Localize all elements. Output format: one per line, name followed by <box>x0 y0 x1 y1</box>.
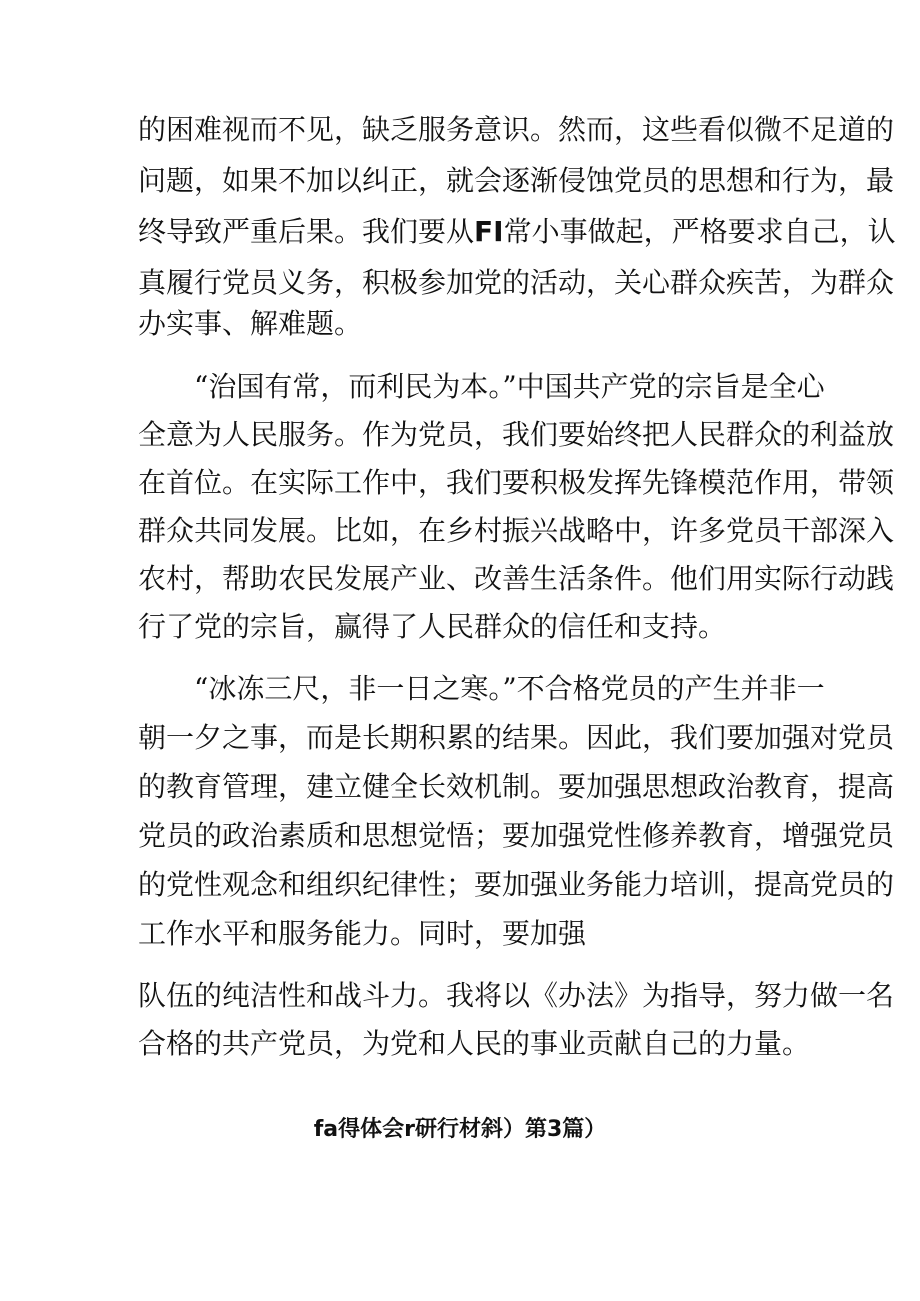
p3-line-2: 朝一夕之事，而是长期积累的结果。因此，我们要加强对党员 <box>138 721 895 754</box>
p1-line-3 <box>138 212 896 252</box>
p1-line-3-a: 终导致严重后果。我们要从 <box>138 215 475 248</box>
p2-line-2: 全意为人民服务。作为党员，我们要始终把人民群众的利益放 <box>138 418 895 451</box>
p1-line-3-b: FI <box>474 215 504 248</box>
p1-line-4: 真履行党员义务，积极参加党的活动，关心群众疾苦，为群众 <box>138 266 895 299</box>
p3-line-3: 的教育管理，建立健全长效机制。要加强思想政治教育，提高 <box>138 770 895 803</box>
p2-line-3: 在首位。在实际工作中，我们要积极发挥先锋模范作用，带领 <box>138 466 895 499</box>
p3-line-5: 的党性观念和组织纪律性；要加强业务能力培训，提高党员的 <box>138 868 895 901</box>
p2-line-4: 群众共同发展。比如，在乡村振兴战略中，许多党员干部深入 <box>138 514 895 547</box>
p2-line-5: 农村，帮助农民发展产业、改善生活条件。他们用实际行动践 <box>138 562 895 595</box>
p4-line-1: 队伍的纯洁性和战斗力。我将以《办法》为指导，努力做一名 <box>138 979 895 1012</box>
p2-line-1: “治国有常，而利民为本。”中国共产党的宗旨是全心 <box>194 370 825 403</box>
p3-line-6: 工作水平和服务能力。同时，要加强 <box>138 917 587 950</box>
p3-line-1: “冰冻三尺，非一日之寒。”不合格党员的产生并非一 <box>194 672 825 705</box>
p1-line-3-c: 常小事做起，严格要求自己，认 <box>503 215 896 248</box>
p4-line-2: 合格的共产党员，为党和人民的事业贡献自己的力量。 <box>138 1027 811 1060</box>
p1-line-5: 办实事、解难题。 <box>138 307 363 340</box>
p2-line-6: 行了党的宗旨，赢得了人民群众的信任和支持。 <box>138 610 727 643</box>
p1-line-1: 的困难视而不见，缺乏服务意识。然而，这些看似微不足道的 <box>138 113 895 146</box>
p3-line-4: 党员的政治素质和思想觉悟；要加强党性修养教育，增强党员 <box>138 819 895 852</box>
p1-line-2: 问题，如果不加以纠正，就会逐渐侵蚀党员的思想和行为，最 <box>138 164 895 197</box>
section-heading: fa得体会r研行材斜）第3篇） <box>313 1117 607 1142</box>
